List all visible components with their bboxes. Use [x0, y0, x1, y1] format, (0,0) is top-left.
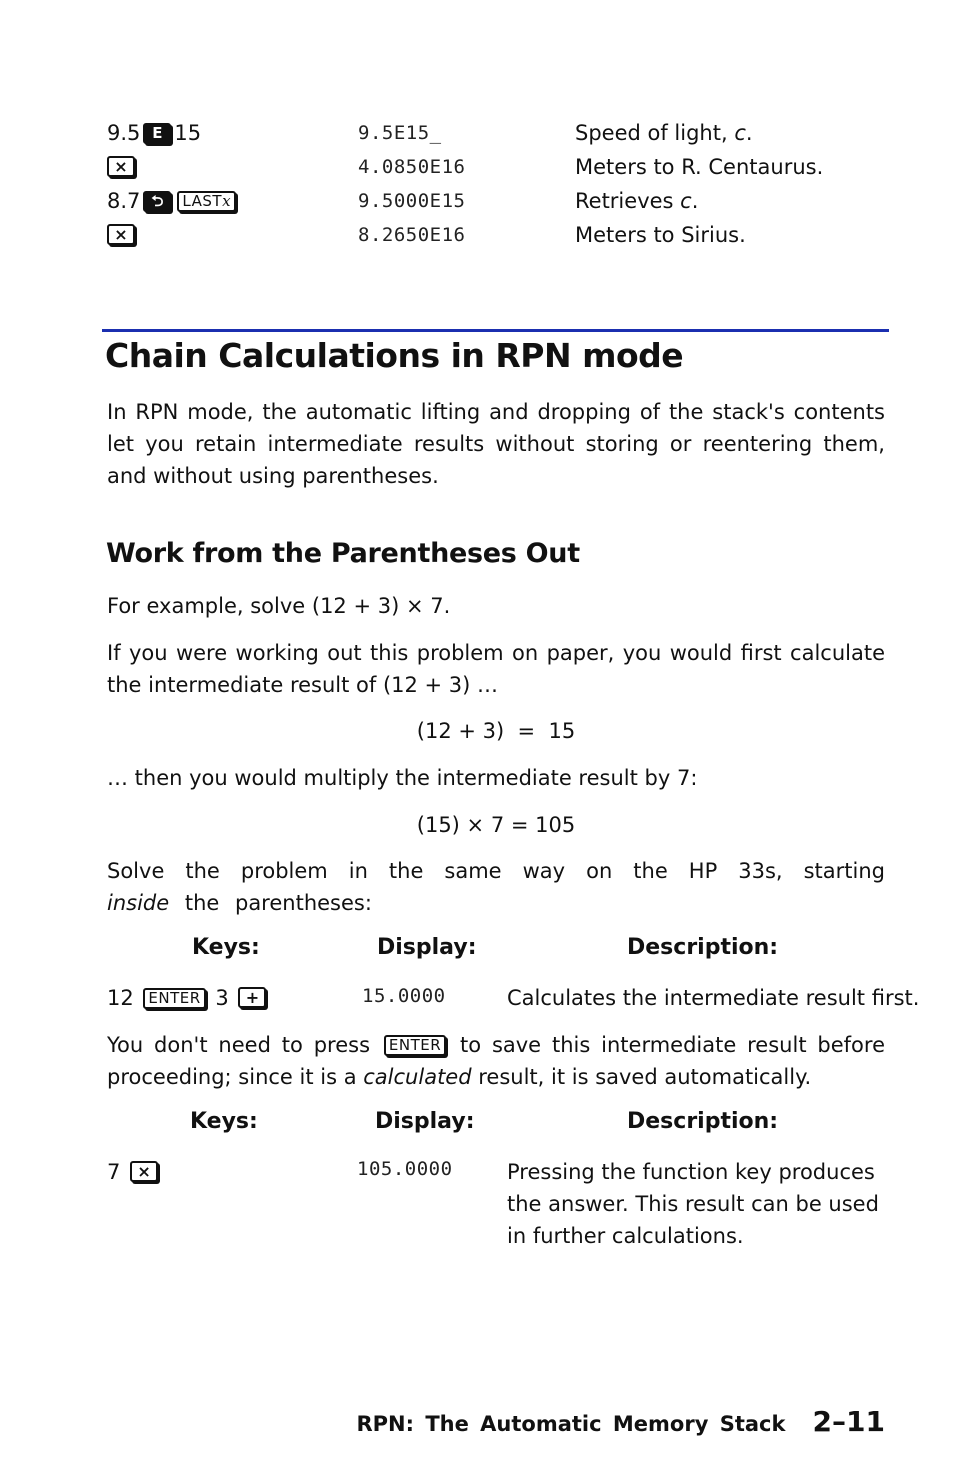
top-keys-table	[107, 117, 907, 253]
note-text: to save this intermediate result before proceeding; since it is a	[107, 1033, 885, 1089]
then-line: … then you would multiply the intermediate result by 7:	[107, 766, 698, 790]
number-text: 15	[174, 121, 202, 145]
description-part: .	[745, 121, 753, 145]
description-text	[575, 117, 753, 149]
paper-paragraph: If you were working out this problem on paper, you would first calculate the intermediate result of (12 + 3) …	[107, 641, 885, 697]
equation-1: (12 + 3) = 15	[416, 719, 576, 743]
note-text: result, it is saved automatically.	[471, 1065, 812, 1089]
number-text: 7	[107, 1160, 121, 1184]
multiply-key-icon: ×	[107, 224, 135, 245]
plus-key-icon: +	[238, 987, 266, 1008]
description-part: Speed of light,	[575, 121, 735, 145]
page-footer	[300, 1405, 885, 1438]
description-text: Meters to Sirius.	[575, 223, 746, 247]
table2-header-keys: Keys:	[190, 1109, 258, 1134]
keys-cell	[107, 219, 138, 251]
solve-emphasis: inside	[107, 891, 170, 915]
note-emphasis: calculated	[363, 1065, 472, 1089]
table1-header-keys: Keys:	[192, 935, 260, 960]
table-row	[107, 219, 907, 253]
description-text: Meters to R. Centaurus.	[575, 155, 824, 179]
e-key-icon: E	[143, 123, 171, 144]
table2-description: Pressing the function key produces the answer. This result can be used in further calculations.	[507, 1160, 879, 1248]
display-readout: 8.2650E16	[358, 224, 466, 246]
number-text: 12	[107, 986, 134, 1010]
table1-description: Calculates the intermediate result first.	[507, 986, 920, 1010]
table2-header-description: Description:	[627, 1109, 779, 1134]
footer-page-number: 2–11	[812, 1405, 885, 1438]
table2-header-display: Display:	[375, 1109, 475, 1134]
footer-chapter: RPN: The Automatic Memory Stack	[356, 1412, 786, 1436]
description-text	[575, 185, 698, 217]
enter-key-icon: ENTER	[143, 988, 205, 1009]
description-emphasis: c	[734, 121, 746, 145]
display-readout: 9.5E15_	[358, 122, 442, 144]
display-readout: 4.0850E16	[358, 156, 466, 178]
solve-paragraph	[107, 855, 885, 919]
table-row	[107, 185, 907, 219]
table1-header-display: Display:	[377, 935, 477, 960]
table2-display-readout: 105.0000	[357, 1158, 453, 1180]
table2-keys-cell	[107, 1156, 161, 1188]
equation-2: (15) × 7 = 105	[416, 813, 576, 837]
number-text: 9.5	[107, 121, 141, 145]
example-line: For example, solve (12 + 3) × 7.	[107, 594, 451, 618]
table1-display-readout: 15.0000	[362, 985, 446, 1007]
key-label: LAST	[182, 192, 223, 210]
section-title: Chain Calculations in RPN mode	[105, 336, 684, 375]
description-part: .	[691, 189, 699, 213]
table-row	[107, 117, 907, 151]
description-emphasis: c	[680, 189, 692, 213]
keys-cell	[107, 151, 138, 183]
number-text: 3	[215, 986, 229, 1010]
last-x-key-icon	[177, 191, 236, 212]
solve-text: the parentheses:	[169, 891, 372, 915]
note-paragraph	[107, 1029, 885, 1093]
table1-header-description: Description:	[627, 935, 779, 960]
solve-text: Solve the problem in the same way on the HP 33s, starting	[107, 859, 885, 883]
enter-key-icon: ENTER	[384, 1035, 446, 1056]
multiply-key-icon: ×	[107, 156, 135, 177]
section-rule	[102, 329, 889, 332]
table1-keys-cell	[107, 982, 269, 1014]
intro-paragraph: In RPN mode, the automatic lifting and dropping of the stack's contents let you retain intermediate results without storing or reentering them, and without using parentheses.	[107, 400, 885, 488]
table-row	[107, 151, 907, 185]
note-text: You don't need to press	[107, 1033, 381, 1057]
key-label-x: x	[222, 192, 232, 210]
display-readout: 9.5000E15	[358, 190, 466, 212]
multiply-key-icon: ×	[130, 1161, 158, 1182]
description-part: Retrieves	[575, 189, 681, 213]
keys-cell	[107, 185, 239, 217]
keys-cell	[107, 117, 201, 149]
number-text: 8.7	[107, 189, 141, 213]
subsection-title: Work from the Parentheses Out	[106, 538, 580, 569]
left-shift-key-icon: ⮌	[143, 191, 171, 212]
